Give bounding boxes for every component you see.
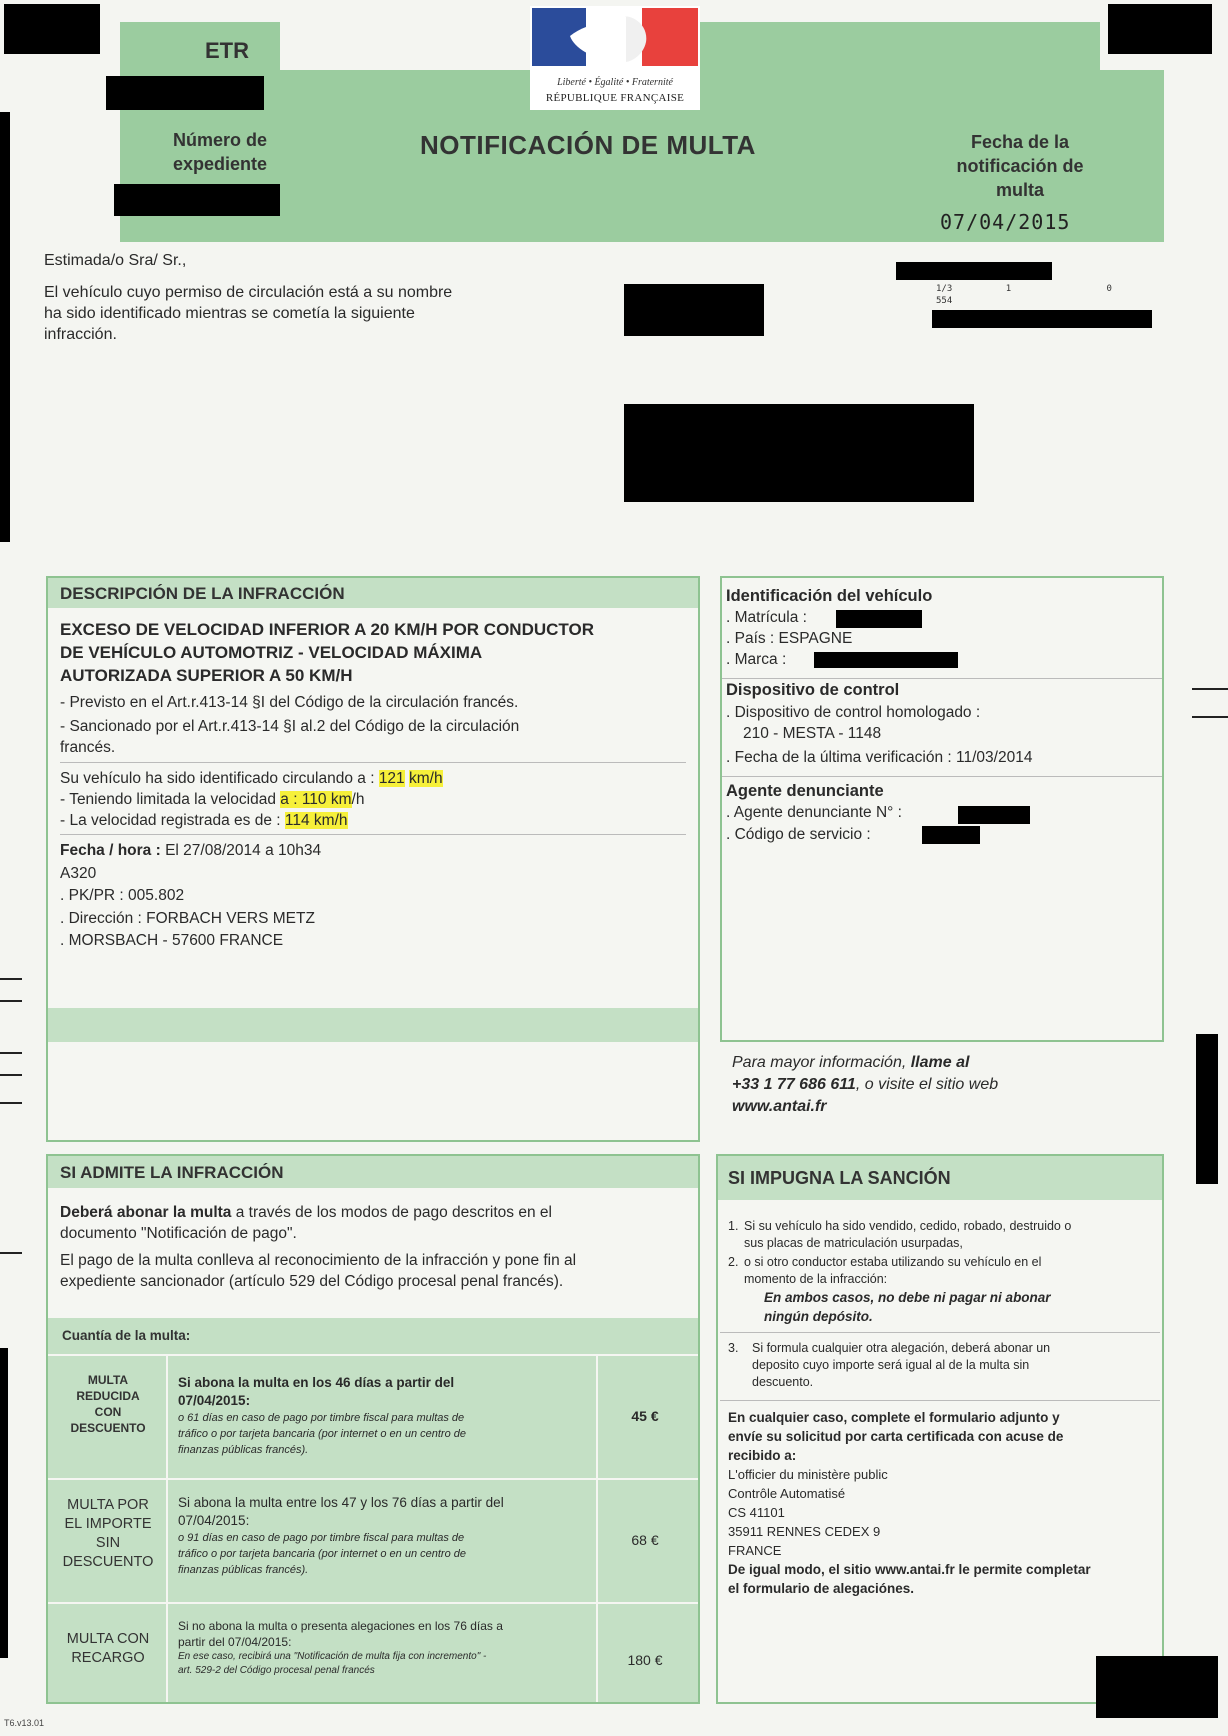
margin-mark xyxy=(1192,716,1228,718)
fine-label-line: DESCUENTO xyxy=(70,1421,146,1435)
info-line2 xyxy=(732,1074,998,1096)
divider xyxy=(166,1356,168,1702)
fecha-label-line1: Fecha de la xyxy=(970,132,1070,152)
address-code-line1 xyxy=(936,284,1112,294)
redaction xyxy=(0,112,10,542)
divider xyxy=(722,776,1162,777)
redaction xyxy=(1108,4,1212,54)
impugna-item-3 xyxy=(728,1340,1158,1391)
margin-mark xyxy=(0,1252,22,1254)
previsto-text: - Previsto en el Art.r.413-14 §I del Código de la circulación francés. xyxy=(60,694,519,711)
fecha-hora-label: Fecha / hora : xyxy=(60,842,166,859)
admite-p1 xyxy=(60,1202,576,1223)
fine-label-line: REDUCIDA xyxy=(76,1389,140,1403)
velocidad-limitada xyxy=(60,789,443,810)
fecha-notificacion-label xyxy=(930,130,1110,202)
fine-note-line2: art. 529-2 del Código procesal penal francés xyxy=(178,1665,375,1676)
impugna-item-num: 2. xyxy=(728,1255,739,1269)
intro-text xyxy=(44,282,452,345)
redaction xyxy=(106,76,264,110)
info-text-b: , o visite el sitio web xyxy=(855,1076,999,1093)
impugna-item2-bold1: En ambos casos, no debe ni pagar ni abonar xyxy=(764,1290,1051,1305)
expediente-label-line1: Número de xyxy=(172,130,268,150)
logo-motto: Liberté • Égalité • Fraternité xyxy=(557,77,673,88)
impugna-item2-line1: o si otro conductor estaba utilizando su vehículo en el xyxy=(744,1255,1042,1269)
fine-note-line1: o 91 días en caso de pago por timbre fiscal para multas de xyxy=(178,1532,465,1544)
margin-mark xyxy=(0,978,22,980)
dispositivo-line2: 210 - MESTA - 1148 xyxy=(743,725,882,742)
limitada-prefix: - Teniendo limitada la velocidad xyxy=(60,791,281,808)
margin-mark xyxy=(0,1102,22,1104)
expediente-label-line2: expediente xyxy=(172,154,268,174)
fecha-label-line3: multa xyxy=(995,180,1044,200)
version-code: T6.v13.01 xyxy=(4,1718,45,1728)
fine-desc-line1: Si abona la multa en los 46 días a partir del xyxy=(178,1375,455,1390)
circulando-unit: km/h xyxy=(409,770,443,787)
fine-label-line: MULTA POR xyxy=(67,1497,149,1513)
redaction xyxy=(624,284,764,336)
fine-label-line: SIN xyxy=(95,1535,121,1551)
fine-row-1-amount: 45 € xyxy=(631,1408,659,1424)
fine-label-line: MULTA xyxy=(87,1373,129,1387)
margin-mark xyxy=(0,1052,22,1054)
redaction xyxy=(1096,1656,1218,1718)
admite-title: SI ADMITE LA INFRACCIÓN xyxy=(60,1163,284,1182)
fine-row-1-desc xyxy=(178,1374,590,1458)
info-website[interactable]: www.antai.fr xyxy=(732,1098,827,1115)
road: A320 xyxy=(60,864,97,882)
redaction xyxy=(836,610,922,628)
lugar-block xyxy=(60,840,321,953)
redaction xyxy=(932,310,1152,328)
marca-label: . Marca : xyxy=(726,651,787,668)
address-line2: Contrôle Automatisé xyxy=(728,1486,846,1501)
fine-desc-line2: 07/04/2015: xyxy=(178,1513,250,1528)
fine-desc-line1: Si no abona la multa o presenta alegaciones en los 76 días a xyxy=(178,1619,503,1633)
dispositivo-block xyxy=(726,680,1032,768)
registrada-value: 114 km/h xyxy=(284,812,348,829)
impugna-title: SI IMPUGNA LA SANCIÓN xyxy=(728,1168,951,1188)
address-line3: CS 41101 xyxy=(728,1505,785,1520)
impugna-final xyxy=(728,1408,1160,1598)
circulando-value: 121 xyxy=(378,770,405,787)
matricula-label: . Matrícula : xyxy=(726,609,807,626)
address-code-a: 1/3 xyxy=(936,284,953,294)
velocidad-circulando xyxy=(60,768,443,789)
impugna-item-text xyxy=(744,1254,1158,1326)
fine-row-3-label xyxy=(52,1630,164,1668)
header-tab-right xyxy=(700,22,1100,70)
info-text-a: Para mayor información, xyxy=(732,1054,911,1071)
fine-label-line: DESCUENTO xyxy=(62,1554,154,1570)
headline-line2: DE VEHÍCULO AUTOMOTRIZ - VELOCIDAD MÁXIMA xyxy=(60,643,483,662)
admite-p1-bold: Deberá abonar la multa xyxy=(60,1204,232,1221)
fine-label-line: CON xyxy=(94,1405,122,1419)
divider xyxy=(48,1602,698,1604)
margin-mark xyxy=(0,1074,22,1076)
fine-note-line3: finanzas públicas francés). xyxy=(178,1564,309,1576)
redaction xyxy=(1196,1034,1218,1184)
divider xyxy=(60,762,686,763)
pais: . País : ESPAGNE xyxy=(726,630,853,647)
divider xyxy=(48,1478,698,1480)
impugna-list xyxy=(728,1218,1158,1326)
sancionado-line1: - Sancionado por el Art.r.413-14 §I al.2 del Código de la circulación xyxy=(60,718,520,735)
impugna-web-line2: el formulario de alegaciónes. xyxy=(728,1581,915,1596)
limitada-value: a : 110 km xyxy=(280,791,352,808)
impugna-item-num: 1. xyxy=(728,1219,739,1233)
vehiculo-title: Identificación del vehículo xyxy=(726,587,933,605)
fine-label-line: RECARGO xyxy=(71,1650,145,1666)
redaction xyxy=(114,184,280,216)
pk-pr: . PK/PR : 005.802 xyxy=(60,887,185,904)
impugna-item3-line2: deposito cuyo importe será igual al de la multa sin xyxy=(752,1358,1030,1372)
expediente-label xyxy=(130,128,310,176)
fine-note-line1: o 61 días en caso de pago por timbre fiscal para multas de xyxy=(178,1412,465,1424)
cuantia-label: Cuantía de la multa: xyxy=(62,1328,191,1343)
etr-tab xyxy=(120,22,280,70)
impugna-item3-line3: descuento. xyxy=(752,1375,814,1389)
republic-logo xyxy=(530,6,700,110)
admite-p1-line2: documento "Notificación de pago". xyxy=(60,1225,297,1242)
marianne-flag-icon xyxy=(530,6,700,68)
codigo-servicio: . Código de servicio : xyxy=(726,826,871,843)
divider xyxy=(720,1400,1160,1401)
intro-line3: infracción. xyxy=(44,326,117,343)
impugna-item1-line2: sus placas de matriculación usurpadas, xyxy=(744,1236,963,1250)
fecha-notificacion-value: 07/04/2015 xyxy=(940,210,1071,234)
info-line1 xyxy=(732,1052,998,1074)
fine-label-line: EL IMPORTE xyxy=(64,1516,152,1532)
headline-line1: EXCESO DE VELOCIDAD INFERIOR A 20 KM/H POR CONDUCTOR xyxy=(60,620,594,639)
divider xyxy=(60,834,686,835)
fine-row-2-label xyxy=(52,1496,164,1572)
address-code-b: 1 xyxy=(1005,284,1012,294)
info-phone[interactable]: +33 1 77 686 611 xyxy=(732,1076,856,1093)
impugna-web-line1: De igual modo, el sitio www.antai.fr le permite completar xyxy=(728,1562,1091,1577)
impugna-item2-line2: momento de la infracción: xyxy=(744,1272,888,1286)
redaction xyxy=(958,806,1030,824)
fecha-hora-value: El 27/08/2014 a 10h34 xyxy=(165,842,322,859)
ultima-verificacion: . Fecha de la última verificación : 11/03/2014 xyxy=(726,748,1033,766)
fine-row-3-desc xyxy=(178,1618,590,1678)
fine-note-line2: tráfico o por tarjeta bancaria (por internet o en un centro de xyxy=(178,1428,467,1440)
redaction xyxy=(624,404,974,502)
redaction xyxy=(0,1348,8,1658)
redaction xyxy=(922,826,980,844)
infraccion-headline xyxy=(60,618,594,687)
impugna-item2-bold2: ningún depósito. xyxy=(764,1309,873,1324)
page-title: NOTIFICACIÓN DE MULTA xyxy=(420,130,756,160)
circulando-prefix: Su vehículo ha sido identificado circulando a : xyxy=(60,770,379,787)
margin-mark xyxy=(0,1000,22,1002)
fecha-hora xyxy=(60,840,321,863)
info-block xyxy=(732,1052,998,1118)
infraccion-legal xyxy=(60,692,519,758)
divider xyxy=(722,678,1162,679)
admite-p2-line2: expediente sancionador (artículo 529 del Código procesal penal francés). xyxy=(60,1273,564,1290)
address-line1: L'officier du ministère public xyxy=(728,1467,888,1482)
infraccion-band xyxy=(48,1008,698,1042)
limitada-suffix: /h xyxy=(351,791,365,808)
address-line5: FRANCE xyxy=(728,1543,782,1558)
fine-row-2-desc xyxy=(178,1494,590,1578)
info-llame: llame al xyxy=(910,1054,970,1071)
address-line4: 35911 RENNES CEDEX 9 xyxy=(728,1524,881,1539)
fine-note-line3: finanzas públicas francés). xyxy=(178,1444,309,1456)
greeting: Estimada/o Sra/ Sr., xyxy=(44,252,187,269)
fine-note-line1: En ese caso, recibirá una "Notificación de multa fija con incremento" - xyxy=(178,1651,487,1662)
redaction xyxy=(4,4,100,54)
sancionado-line2: francés. xyxy=(60,739,116,756)
intro-line1: El vehículo cuyo permiso de circulación está a su nombre xyxy=(44,284,453,301)
impugna-final-line3: recibido a: xyxy=(728,1448,797,1463)
divider xyxy=(596,1356,598,1702)
redaction xyxy=(896,262,1052,280)
impugna-item-1 xyxy=(728,1218,1158,1252)
impugna-final-line2: envíe su solicitud por carta certificada con acuse de xyxy=(728,1429,1064,1444)
fine-note-line2: tráfico o por tarjeta bancaria (por internet o en un centro de xyxy=(178,1548,467,1560)
divider xyxy=(48,1354,698,1356)
agente-title: Agente denunciante xyxy=(726,782,884,800)
agente-block xyxy=(726,780,902,846)
fine-row-2-amount: 68 € xyxy=(631,1532,659,1548)
fine-row-3-amount: 180 € xyxy=(627,1652,663,1668)
admite-p1-rest: a través de los modos de pago descritos en el xyxy=(231,1204,552,1221)
agente-numero: . Agente denunciante N° : xyxy=(726,804,902,821)
fine-row-1-label xyxy=(52,1372,164,1436)
etr-label: ETR xyxy=(205,38,249,63)
logo-republic: RÉPUBLIQUE FRANÇAISE xyxy=(545,92,685,104)
fine-label-line: MULTA CON xyxy=(66,1631,150,1647)
impugna-final-line1: En cualquier caso, complete el formulario adjunto y xyxy=(728,1410,1060,1425)
impugna-item-text xyxy=(744,1218,1158,1252)
dispositivo-title: Dispositivo de control xyxy=(726,681,900,699)
intro-line2: ha sido identificado mientras se cometía la siguiente xyxy=(44,305,415,322)
headline-line3: AUTORIZADA SUPERIOR A 50 KM/H xyxy=(60,666,353,685)
fecha-label-line2: notificación de xyxy=(956,156,1084,176)
dispositivo-line1: . Dispositivo de control homologado : xyxy=(726,703,981,721)
fine-desc-line1: Si abona la multa entre los 47 y los 76 días a partir del xyxy=(178,1495,504,1510)
registrada-prefix: - La velocidad registrada es de : xyxy=(60,812,285,829)
redaction xyxy=(814,652,958,668)
margin-mark xyxy=(1192,688,1228,690)
address-code-line2: 554 xyxy=(936,296,953,306)
impugna-item1-line1: Si su vehículo ha sido vendido, cedido, robado, destruido o xyxy=(744,1219,1072,1233)
fine-desc-line2: 07/04/2015: xyxy=(178,1393,251,1408)
impugna-item-2 xyxy=(728,1254,1158,1326)
impugna-item-text xyxy=(752,1340,1158,1391)
admite-text xyxy=(60,1202,576,1292)
velocidad-registrada xyxy=(60,810,443,831)
address-code-c: 0 xyxy=(1106,284,1112,294)
fine-desc-line2: partir del 07/04/2015: xyxy=(178,1635,292,1649)
impugna-item3-line1: Si formula cualquier otra alegación, deberá abonar un xyxy=(752,1341,1051,1355)
divider xyxy=(720,1332,1160,1333)
velocidad-block xyxy=(60,768,443,831)
lugar: . MORSBACH - 57600 FRANCE xyxy=(60,932,284,949)
direccion: . Dirección : FORBACH VERS METZ xyxy=(60,909,315,927)
impugna-item-num: 3. xyxy=(728,1341,739,1355)
admite-p2-line1: El pago de la multa conlleva al reconocimiento de la infracción y pone fin al xyxy=(60,1252,577,1269)
infraccion-title: DESCRIPCIÓN DE LA INFRACCIÓN xyxy=(60,584,345,603)
